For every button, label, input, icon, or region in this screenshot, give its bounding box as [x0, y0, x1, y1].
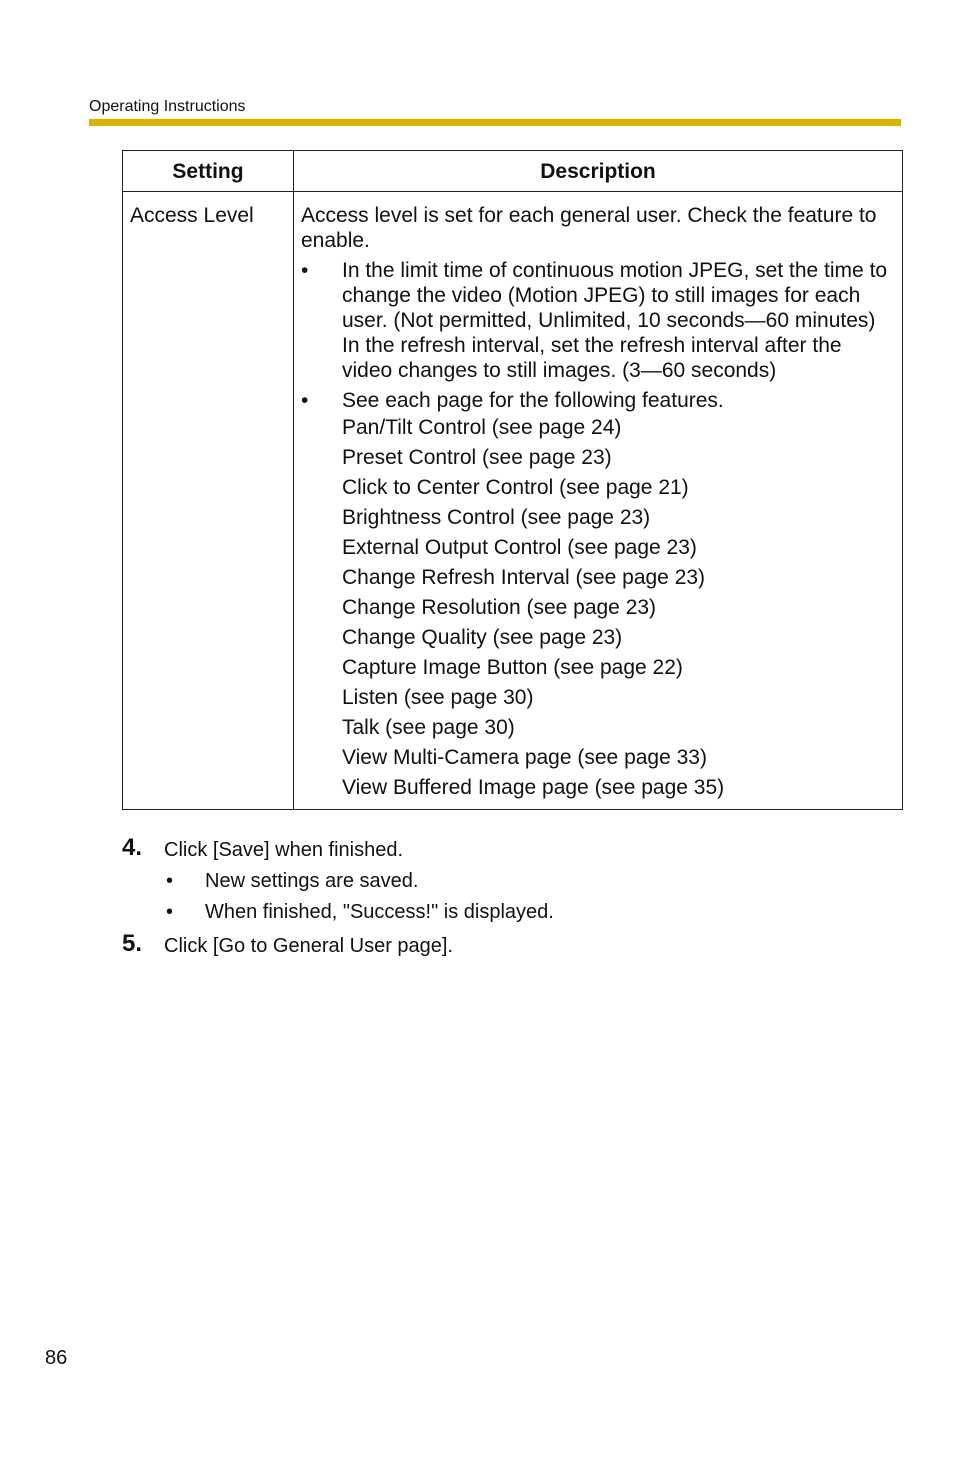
- feature-item: Click to Center Control (see page 21): [342, 476, 689, 499]
- feature-item: External Output Control (see page 23): [342, 536, 697, 559]
- feature-item: Change Refresh Interval (see page 23): [342, 566, 706, 589]
- subitem-text: When finished, "Success!" is displayed.: [205, 901, 554, 923]
- step-number: 4.: [122, 834, 143, 861]
- setting-name-cell: Access Level: [123, 192, 294, 810]
- bullet-icon: •: [301, 389, 309, 412]
- feature-item: Pan/Tilt Control (see page 24): [342, 416, 622, 439]
- running-header: Operating Instructions: [89, 98, 246, 115]
- feature-item: Talk (see page 30): [342, 716, 515, 739]
- feature-item: View Multi-Camera page (see page 33): [342, 746, 707, 769]
- bullet-icon: •: [301, 259, 309, 282]
- bullet-text: See each page for the following features.: [342, 389, 724, 412]
- feature-item: Change Resolution (see page 23): [342, 596, 657, 619]
- step-text: Click [Go to General User page].: [164, 935, 454, 957]
- feature-item: Brightness Control (see page 23): [342, 506, 651, 529]
- bullet-icon: •: [166, 901, 174, 923]
- header-rule: [89, 119, 901, 126]
- description-intro: Access level is set for each general user. Check the feature to enable.: [301, 204, 877, 252]
- description-bullet: [301, 388, 894, 413]
- column-header-description: Description: [294, 151, 903, 192]
- column-header-setting: Setting: [123, 151, 294, 192]
- feature-list: [301, 413, 894, 803]
- table-header-row: [123, 151, 903, 192]
- step-text: Click [Save] when finished.: [164, 839, 404, 861]
- description-bullet: [301, 258, 894, 383]
- feature-item: Preset Control (see page 23): [342, 446, 612, 469]
- page-number: 86: [45, 1347, 68, 1369]
- table-row: [123, 192, 903, 810]
- settings-table: [122, 150, 903, 810]
- feature-item: Capture Image Button (see page 22): [342, 656, 683, 679]
- bullet-text: In the limit time of continuous motion JPEG, set the time to change the video (Motion JPEG) to still images for each user. (Not permitted, Unlimited, 10 seconds—60 minutes) In the refresh interval, set the refresh interval after the video changes to still images. (3—60 seconds): [342, 259, 888, 382]
- bullet-icon: •: [166, 870, 174, 892]
- feature-item: Change Quality (see page 23): [342, 626, 623, 649]
- feature-item: View Buffered Image page (see page 35): [342, 776, 725, 799]
- description-cell: [294, 192, 903, 810]
- step-number: 5.: [122, 930, 143, 957]
- subitem-text: New settings are saved.: [205, 870, 419, 892]
- feature-item: Listen (see page 30): [342, 686, 534, 709]
